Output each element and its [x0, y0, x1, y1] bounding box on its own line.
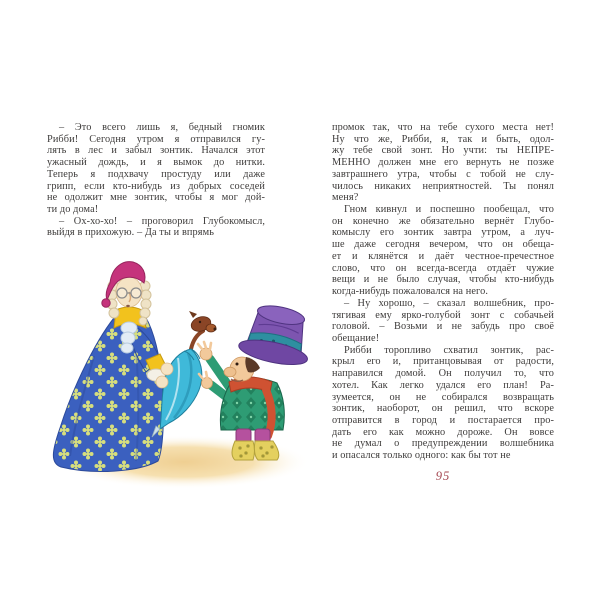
text-line: зумеется, он не собирался возвращать [332, 391, 554, 403]
text-line: Ну что же, Рибби, я, так и быть, одол- [332, 133, 554, 145]
text-line: меня? [332, 192, 359, 204]
wizard-figure [53, 262, 166, 472]
illustration [34, 256, 338, 509]
text-line: зонтик, наоборот, он решил, что вскоре [332, 403, 554, 415]
umbrella-canopy [160, 349, 202, 429]
text-line: МЕННО должен мне его вернуть не позже [332, 157, 554, 169]
gnome-eye [236, 363, 239, 366]
text-line: крыл его и, пританцовывая от радости, [332, 356, 554, 368]
text-line: Гном кивнул и поспешно пообещал, что [344, 204, 554, 216]
umbrella-dog-head-handle [189, 311, 217, 334]
text-line: комыслу его зонтик завтра утром, а луч- [332, 227, 554, 239]
gnome-hair [245, 357, 260, 373]
text-line: слово, что он всегда-всегда отдаёт чужие [332, 262, 554, 274]
text-line: обещание! [332, 332, 380, 344]
text-line: головой. – Возьми и не забудь про своё [332, 321, 554, 333]
text-line: ужасный дождь, и я вымок до нитки. [47, 157, 265, 169]
text-line: когда-нибудь пожаловался на него. [332, 286, 489, 298]
text-line: Рибби торопливо схватил зонтик, рас- [344, 344, 554, 356]
text-line: ет и клянётся и даёт честное-пречестное [332, 250, 554, 262]
text-line: выйдя в прихожую. – Да ты и впрямь [47, 227, 215, 239]
wizard-robe [53, 308, 163, 472]
text-line: грипп, если кто-нибудь из добрых соседей [47, 180, 265, 192]
text-line: – Ну хорошо, – сказал волшебник, про- [344, 297, 554, 309]
text-line: промок так, что на тебе сухого места нет! [332, 122, 554, 133]
text-line: жу тебе свой зонт. Но учти: ты НЕПРЕ- [332, 145, 554, 157]
left-column [47, 122, 265, 239]
text-line: тягивая ему ярко-голубой зонт с собачьей [332, 309, 554, 321]
text-line: хотел. Как легко удался его план! Ра- [332, 379, 554, 391]
page-number: 95 [435, 469, 451, 483]
text-line: – Ох-хо-хо! – проговорил Глубокомысл, [59, 215, 265, 227]
text-line: – Это всего лишь я, бедный гномик [59, 122, 265, 133]
text-line: завтрашнего утра, чтобы с тобой не слу- [332, 168, 554, 180]
text-line: он конечно же обязательно вернёт Глубо- [332, 215, 554, 227]
right-column [332, 122, 554, 462]
text-line: чилось никаких неприятностей. Ты понял [332, 180, 554, 192]
text-line: дать его как можно дороже. Он вовсе [332, 426, 554, 438]
gnome-nose [224, 367, 236, 377]
text-line: вещи и не было случая, чтобы кто-нибудь [332, 274, 554, 286]
text-line: не одолжит мне зонтик, чтобы я мог дой- [47, 192, 265, 204]
text-line: лять в лес и забыл зонтик. Начался этот [47, 145, 265, 157]
text-line: не думал о предупреждении волшебника [332, 438, 554, 450]
text-line: и опасался только одного: как бы тот не [332, 450, 511, 462]
text-line: отправится в город и постарается про- [332, 414, 554, 426]
wizard-mouth [126, 305, 130, 307]
text-line: ше даже сегодня вечером, что он обеща- [332, 239, 554, 251]
text-line: направился домой. Он получил то, что [332, 368, 554, 380]
nightcap-tassel [102, 299, 110, 307]
text-line: ти до дома! [47, 204, 99, 216]
text-line: Теперь я подхвачу простуду или даже [47, 168, 265, 180]
text-line: Рибби! Сегодня утром я отправился гу- [47, 133, 265, 145]
